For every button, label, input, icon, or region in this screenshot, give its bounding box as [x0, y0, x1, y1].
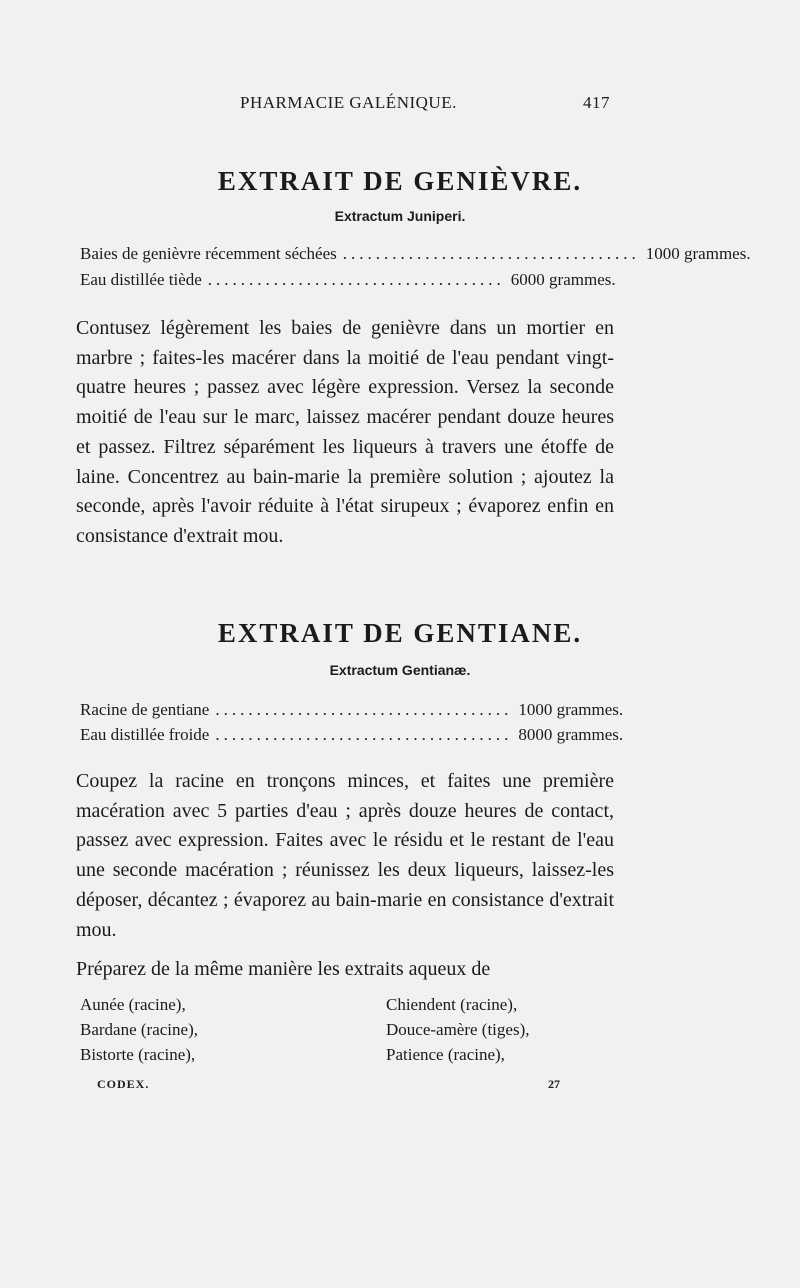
instructions-genievre: Contusez légèrement les baies de genièvre dans un mortier en marbre ; faites-les macérer dans la moitié de l'eau pendant vingt-quatre heures ; passez avec légère expression. Versez la seconde moitié de l'eau sur le marc, laissez macérer pendant douze heures et passez. Filtrez séparément les liqueurs à travers une étoffe de laine. Concentrez au bain-marie la première solution ; ajoutez la seconde, après l'avoir réduite à l'état sirupeux ; évaporez enfin en consistance d'extrait mou. — [76, 317, 614, 547]
page-number: 417 — [583, 93, 610, 112]
ingredient-row — [80, 725, 624, 745]
ingredient-row — [80, 270, 616, 290]
ingredient-quantity: 1000 grammes. — [518, 700, 624, 719]
leader-dots: .................................... — [215, 700, 513, 719]
prepare-intro: Préparez de la même manière les extraits aqueux de — [76, 958, 491, 980]
ingredient-quantity: 6000 grammes. — [510, 270, 616, 289]
latin-name-gentiane: Extractum Gentianæ. — [329, 662, 471, 678]
ingredient-name: Eau distillée froide — [80, 725, 210, 744]
leader-dots: .................................... — [215, 725, 513, 744]
leader-dots: .................................... — [207, 270, 505, 289]
ingredient-name: Eau distillée tiède — [80, 270, 202, 289]
ingredient-row — [80, 244, 751, 264]
ingredient-quantity: 8000 grammes. — [518, 725, 624, 744]
list-item: Patience (racine), — [386, 1045, 505, 1064]
footer-sheet-number: 27 — [548, 1077, 560, 1091]
list-item: Chiendent (racine), — [386, 995, 518, 1014]
ingredient-quantity: 1000 grammes. — [645, 244, 751, 263]
running-header — [240, 93, 610, 113]
instructions-gentiane: Coupez la racine en tronçons minces, et faites une première macération avec 5 parties d'eau ; après douze heures de contact, passez avec expression. Faites avec le résidu et le restant de l'eau une seconde macération ; réunissez les deux liqueurs, laissez-les déposer, décantez ; évaporez au bain-marie en consistance d'extrait mou. — [76, 770, 614, 941]
list-item: Bardane (racine), — [80, 1020, 198, 1039]
extract-list — [80, 992, 600, 1067]
ingredient-name: Baies de genièvre récemment séchées — [80, 244, 337, 263]
section-title-gentiane: EXTRAIT DE GENTIANE. — [217, 618, 583, 648]
latin-name-genievre: Extractum Juniperi. — [334, 208, 466, 224]
ingredient-name: Racine de gentiane — [80, 700, 210, 719]
running-title: PHARMACIE GALÉNIQUE. — [240, 93, 457, 112]
ingredient-row — [80, 700, 624, 720]
list-item: Bistorte (racine), — [80, 1045, 196, 1064]
leader-dots: .................................... — [342, 244, 640, 263]
section-title-genievre: EXTRAIT DE GENIÈVRE. — [217, 166, 583, 196]
footer-signature: CODEX. — [97, 1077, 150, 1091]
list-item: Douce-amère (tiges), — [386, 1020, 530, 1039]
list-item: Aunée (racine), — [80, 995, 186, 1014]
